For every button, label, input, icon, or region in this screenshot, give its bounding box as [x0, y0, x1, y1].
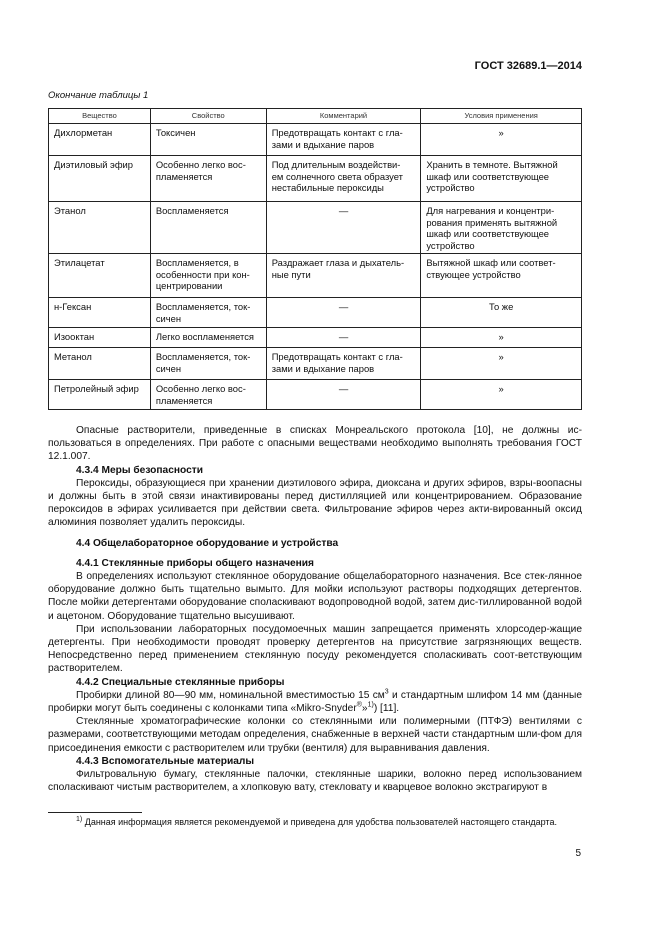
footnote-divider: [48, 812, 142, 813]
table-caption: Окончание таблицы 1: [48, 90, 149, 101]
column-header: Свойство: [150, 109, 266, 124]
table-cell: Воспламеняется, ток- сичен: [150, 298, 266, 328]
column-header: Вещество: [49, 109, 151, 124]
table-cell: »: [421, 328, 582, 348]
paragraph: Фильтровальную бумагу, стеклянные палочки, стеклянные шарики, волокно перед использованием споласкивают чистым растворителем, а хлопковую вату, стекловату и кварцевое волокно экстрагируют в: [48, 769, 582, 794]
table-cell: Раздражает глаза и дыхатель- ные пути: [266, 254, 421, 298]
table-cell: —: [266, 328, 421, 348]
section-heading: 4.4.3 Вспомогательные материалы: [76, 755, 255, 767]
table-cell: Метанол: [49, 348, 151, 380]
table-cell: Петролейный эфир: [49, 380, 151, 410]
section-heading: 4.4.2 Специальные стеклянные приборы: [76, 676, 285, 688]
table-row: [49, 328, 582, 348]
paragraph: В определениях используют стеклянное оборудование общелабораторного назначения. Все стек-лянное оборудование должно быть тщательно вымыто. Для мойки используют растворы подходящих детергентов. После мойки детергентами оборудование споласкивают водопроводной водой, затем дис-тиллированной водой и ацетоном. Оборудование тщательно высушивают.: [48, 571, 582, 622]
table-cell: Предотвращать контакт с гла- зами и вдыхание паров: [266, 348, 421, 380]
paragraph: Пероксиды, образующиеся при хранении диэтилового эфира, диоксана и других эфиров, взры-воопасны и должны быть в этой связи инактивированы перед дистилляцией или концентрированием. Образование пероксидов в эфирах усиливается при действии света. Фильтрование эфиров через акти-вированный оксид алюминия позволяет удалить пероксиды.: [48, 477, 582, 529]
table-cell: »: [421, 380, 582, 410]
footnote: $^{1)}$ Данная информация является рекомендуемой и приведена для удобства пользователей настоящего стандарта.: [76, 816, 557, 827]
table-cell: Этанол: [49, 202, 151, 254]
document-code: ГОСТ 32689.1—2014: [474, 60, 582, 72]
section-heading: 4.4 Общелабораторное оборудование и устройства: [76, 537, 339, 549]
table-cell: —: [266, 380, 421, 410]
section-heading: 4.3.4 Меры безопасности: [76, 464, 204, 476]
column-header: Комментарий: [266, 109, 421, 124]
paragraph: Пробирки длиной 80—90 мм, номинальной вместимостью 15 $см^3$ и стандартным шлифом 14 мм (данные пробирки могут быть соединены с колонками типа «Mikro-Snyder®»$^{1)}$) [11].: [48, 688, 582, 715]
table-cell: Токсичен: [150, 124, 266, 156]
column-header: Условия применения: [421, 109, 582, 124]
table-row: [49, 380, 582, 410]
paragraph: Стеклянные хроматографические колонки со стеклянными или полимерными (ПТФЭ) вентилями с размерами, соответствующими методам определения, снабженные в верхней части стандартным шли-фом для присоединения емкости с растворителем или трубки (вентиля) для выравнивания давления.: [48, 716, 582, 754]
table-cell: Диэтиловый эфир: [49, 156, 151, 202]
table-cell: Под длительным воздействи- ем солнечного света образует нестабильные пероксиды: [266, 156, 421, 202]
table-cell: То же: [421, 298, 582, 328]
table-cell: Хранить в темноте. Вытяжной шкаф или соответствующее устройство: [421, 156, 582, 202]
table-row: [49, 156, 582, 202]
table-cell: »: [421, 348, 582, 380]
body-text: [48, 424, 582, 794]
table-cell: Дихлорметан: [49, 124, 151, 156]
table-row: [49, 124, 582, 156]
table-row: [49, 254, 582, 298]
table-cell: Особенно легко вос- пламеняется: [150, 380, 266, 410]
table-header: [49, 109, 582, 124]
table-cell: »: [421, 124, 582, 156]
table-cell: Воспламеняется: [150, 202, 266, 254]
table-row: [49, 348, 582, 380]
table-cell: —: [266, 202, 421, 254]
paragraph: При использовании лабораторных посудомоечных машин запрещается применять хлорсодер-жащие детергенты. При необходимости проводят проверку детергентов на присутствие загрязняющих веществ. Непосредственно перед применением стеклянную посуду рекомендуется споласкивать соот-ветствующим растворителем.: [48, 623, 582, 675]
table-cell: Предотвращать контакт с гла- зами и вдыхание паров: [266, 124, 421, 156]
table-cell: Этилацетат: [49, 254, 151, 298]
table-cell: Для нагревания и концентри- рования применять вытяжной шкаф или соответствующее устройство: [421, 202, 582, 254]
table-cell: Вытяжной шкаф или соответ- ствующее устройство: [421, 254, 582, 298]
table-cell: н-Гексан: [49, 298, 151, 328]
page-number: 5: [575, 848, 581, 859]
table-cell: Воспламеняется, в особенности при кон- центрировании: [150, 254, 266, 298]
table-cell: Воспламеняется, ток- сичен: [150, 348, 266, 380]
section-heading: 4.4.1 Стеклянные приборы общего назначения: [76, 557, 315, 569]
table-row: [49, 202, 582, 254]
table-row: [49, 298, 582, 328]
table-cell: Легко воспламеняется: [150, 328, 266, 348]
substances-table: [48, 108, 582, 410]
paragraph: Опасные растворители, приведенные в списках Монреальского протокола [10], не должны ис-пользоваться в определениях. При работе с опасными веществами необходимо выполнять требования ГОСТ 12.1.007.: [48, 425, 582, 463]
table-cell: Изооктан: [49, 328, 151, 348]
table-cell: Особенно легко вос- пламеняется: [150, 156, 266, 202]
table-cell: —: [266, 298, 421, 328]
